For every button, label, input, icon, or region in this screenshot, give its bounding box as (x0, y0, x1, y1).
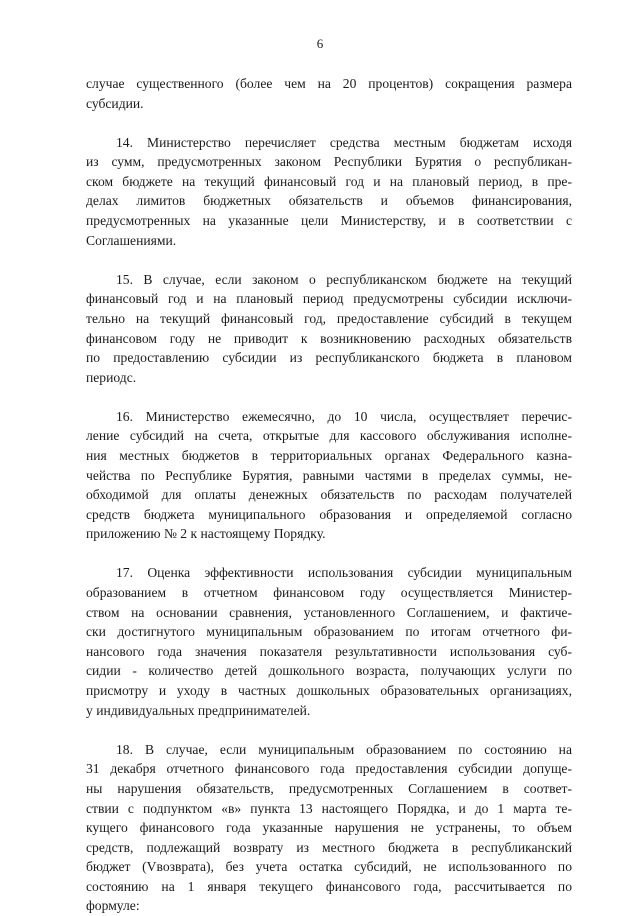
text-line: бюджет (Vвозврата), без учета остатка субсидий, не использованного по (86, 859, 572, 875)
text-line: 31 декабря отчетного финансового года предоставления субсидии допуще- (86, 761, 572, 777)
text-line: присмотру и уходу в частных дошкольных образовательных организациях, (86, 683, 572, 699)
text-line: ствии с подпунктом «в» пункта 13 настоящего Порядка, и до 1 марта те- (86, 800, 572, 816)
text-line: предусмотренных на указанные цели Министерству, и в соответствии с (86, 213, 572, 229)
text-line: ление субсидий на счета, открытые для кассового обслуживания исполне- (86, 428, 572, 444)
text-line: формуле: (86, 898, 140, 914)
text-line: случае существенного (более чем на 20 процентов) сокращения размера (86, 76, 572, 91)
paragraph-p-15 (86, 270, 572, 388)
text-line: 14. Министерство перечисляет средства местным бюджетам исходя (116, 134, 572, 150)
text-line: 15. В случае, если законом о республиканском бюджете на текущий (116, 271, 572, 287)
paragraph-p-18 (86, 740, 572, 916)
paragraph-spacer (86, 250, 572, 270)
text-line: ством на основании сравнения, установленного Соглашением, и фактиче- (86, 604, 572, 620)
paragraph-p-16 (86, 407, 572, 544)
text-line: ском бюджете на текущий финансовый год и на плановый период, в пре- (86, 173, 572, 189)
text-line: средств бюджета муниципального образования и определяемой согласно (86, 506, 572, 522)
text-line: финансовый год и на плановый период предусмотрены субсидии исключи- (86, 291, 572, 307)
text-line: состоянию на 1 января текущего финансового года, рассчитывается по (86, 878, 572, 894)
text-line: делах лимитов бюджетных обязательств и объемов финансирования, (86, 193, 572, 209)
text-line: обходимой для оплаты денежных обязательств по расходам получателей (86, 487, 572, 503)
text-line: сидии - количество детей дошкольного возраста, получающих услуги по (86, 663, 572, 679)
paragraph-p-14 (86, 133, 572, 251)
paragraph-spacer (86, 387, 572, 407)
text-line: периодс. (86, 369, 137, 385)
text-line: ны нарушения обязательств, предусмотренных Соглашением в соответ- (86, 780, 572, 796)
text-line: приложению № 2 к настоящему Порядку. (86, 526, 326, 542)
text-line: Соглашениями. (86, 232, 177, 248)
text-line: образованием в отчетном финансовом году осуществляется Министер- (86, 585, 572, 601)
text-line: по предоставлению субсидии из республиканского бюджета в плановом (86, 350, 572, 366)
text-line: финансовом году не приводит к возникновению расходных обязательств (86, 330, 572, 346)
paragraph-spacer (86, 544, 572, 564)
text-line: чейства по Республике Бурятия, равными частями в пределах суммы, не- (86, 467, 572, 483)
paragraph-p-continued (86, 74, 572, 113)
text-line: у индивидуальных предпринимателей. (86, 702, 311, 718)
text-line: тельно на текущий финансовый год, предоставление субсидий в текущем (86, 310, 572, 326)
text-line: ния местных бюджетов в территориальных органах Федерального казна- (86, 448, 572, 463)
page-number: 6 (316, 36, 324, 51)
text-line: ски достигнутого муниципальным образованием по итогам отчетного фи- (86, 624, 572, 640)
document-body (86, 74, 572, 916)
text-line: из сумм, предусмотренных законом Республики Бурятия о республикан- (86, 154, 572, 170)
paragraph-p-17 (86, 563, 572, 720)
text-line: средств, подлежащий возврату из местного бюджета в республиканский (86, 839, 572, 855)
text-line: 17. Оценка эффективности использования субсидии муниципальным (116, 565, 572, 581)
text-line: 18. В случае, если муниципальным образованием по состоянию на (116, 741, 572, 757)
paragraph-spacer (86, 113, 572, 133)
paragraph-spacer (86, 720, 572, 740)
text-line: 16. Министерство ежемесячно, до 10 числа, осуществляет перечис- (116, 408, 572, 424)
text-line: нансового года значения показателя результативности использования суб- (86, 643, 572, 659)
text-line: субсидии. (86, 95, 144, 111)
text-line: кущего финансового года указанные нарушения не устранены, то объем (86, 820, 572, 836)
